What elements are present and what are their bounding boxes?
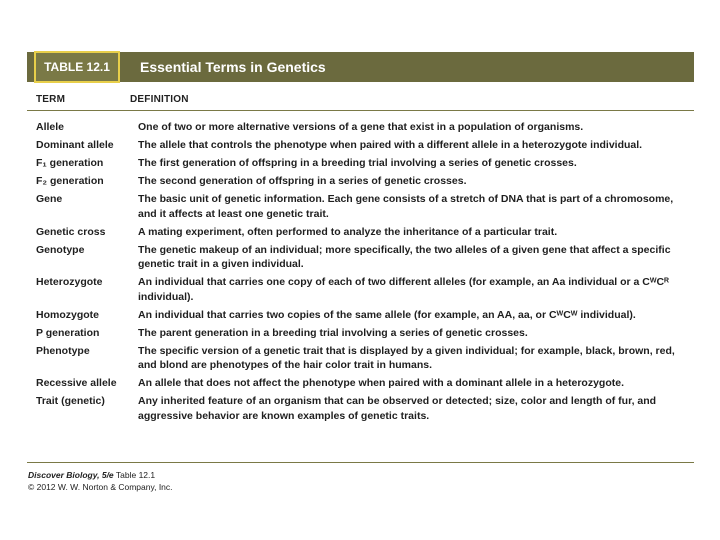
term-cell: F₂ generation: [36, 175, 104, 187]
definition-cell: The second generation of offspring in a series of genetic crosses.: [138, 175, 467, 187]
column-header-term: TERM: [36, 94, 66, 105]
table-row: [27, 344, 694, 373]
source-credits: [28, 469, 173, 493]
definition-cell: A mating experiment, often performed to analyze the inheritance of a particular trait.: [138, 225, 558, 238]
term-cell: Trait (genetic): [36, 395, 105, 407]
definition-cell: The first generation of offspring in a breeding trial involving a series of genetic crosses.: [138, 157, 577, 169]
definition-cell: One of two or more alternative versions of a gene that exist in a population of organisms.: [138, 121, 584, 133]
definition-cell: The basic unit of genetic information. Each gene consists of a stretch of DNA that is part of a chromosome, and it affects at least one genetic trait.: [138, 193, 674, 220]
table-row: [27, 376, 694, 391]
term-cell: Heterozygote: [36, 276, 103, 288]
table-row: [27, 326, 694, 341]
table-row: [27, 275, 694, 304]
table-row: [27, 308, 694, 323]
table-number-label: TABLE 12.1: [34, 51, 120, 83]
term-cell: Genotype: [36, 243, 85, 256]
book-title: Discover Biology, 5/e: [28, 470, 114, 480]
definition-cell: An individual that carries one copy of each of two different alleles (for example, an Aa individual or a CᵂCᴿ individual).: [138, 276, 669, 303]
term-cell: Homozygote: [36, 308, 99, 321]
table-row: [27, 225, 694, 240]
definition-cell: An individual that carries two copies of the same allele (for example, an AA, aa, or CᵂCᵂ individual).: [138, 308, 636, 321]
term-cell: Dominant allele: [36, 139, 114, 151]
term-cell: Recessive allele: [36, 377, 117, 389]
copyright-line: © 2012 W. W. Norton & Company, Inc.: [28, 482, 173, 492]
term-cell: Allele: [36, 121, 65, 133]
header-divider: [27, 110, 694, 111]
table-row: [27, 192, 694, 221]
term-cell: Gene: [36, 193, 63, 205]
definition-cell: Any inherited feature of an organism that can be observed or detected; size, color and length of fur, and aggressive behavior are known examples of genetic traits.: [138, 395, 657, 422]
table-row: [27, 174, 694, 189]
term-cell: P generation: [36, 326, 100, 339]
table-row: [27, 120, 694, 135]
table-row: [27, 138, 694, 153]
term-cell: F₁ generation: [36, 157, 104, 169]
definition-cell: The specific version of a genetic trait that is displayed by a given individual; for example, black, brown, red, and blond are phenotypes of the hair color trait in humans.: [138, 344, 675, 371]
table-title: Essential Terms in Genetics: [140, 59, 326, 75]
table-row: [27, 394, 694, 423]
definition-cell: The allele that controls the phenotype when paired with a different allele in a heterozygote individual.: [138, 139, 643, 151]
definition-cell: The parent generation in a breeding trial involving a series of genetic crosses.: [138, 326, 528, 339]
column-header-definition: DEFINITION: [130, 94, 189, 105]
definition-cell: An allele that does not affect the phenotype when paired with a dominant allele in a heterozygote.: [138, 377, 624, 389]
table-reference: Table 12.1: [115, 470, 156, 480]
terms-table-body: [27, 120, 694, 427]
table-row: [27, 156, 694, 171]
table-row: [27, 243, 694, 272]
definition-cell: The genetic makeup of an individual; more specifically, the two alleles of a given gene that affect a specific genetic trait in a given individual.: [138, 243, 671, 270]
table-header-bar: [27, 52, 694, 82]
term-cell: Genetic cross: [36, 225, 106, 238]
table-bottom-divider: [27, 462, 694, 463]
term-cell: Phenotype: [36, 344, 90, 357]
